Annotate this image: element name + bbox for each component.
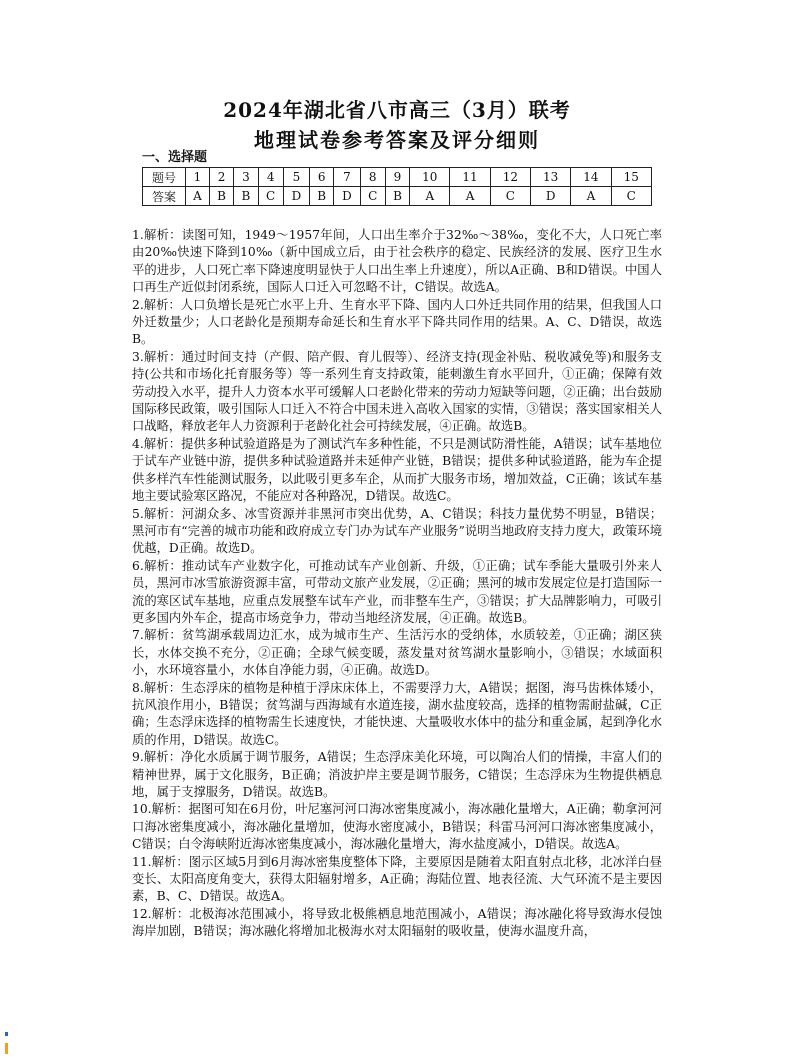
question-number-cell: 15 (611, 168, 651, 187)
answer-cell: C (490, 187, 530, 206)
document-title-line1: 2024年湖北省八市高三（3月）联考 (223, 98, 571, 122)
row-label-answer: 答案 (143, 187, 186, 206)
explanation-paragraph: 5.解析：河湖众多、冰雪资源并非黑河市突出优势，A、C错误；科技力量优势不明显，B错误；黑河市有“完善的城市功能和政府成立专门办为试车产业服务”说明当地政府支持力度大，政策环境优越，D正确。故选D。 (132, 506, 662, 556)
answer-cell: B (385, 187, 409, 206)
explanation-paragraph: 3.解析：通过时间支持（产假、陪产假、育儿假等）、经济支持(现金补贴、税收减免等)和服务支持(公共和市场化托育服务等）等一系列生育支持政策，能刺激生育水平回升，①正确；保障有效劳动投入水平，提升人力资本水平可缓解人口老龄化带来的劳动力短缺等问题，②正确；出台鼓励国际移民政策，吸引国际人口迁入不符合中国未进入高收入国家的实情，③错误；落实国家相关人口战略，释放老年人力资源利于老龄化社会可持续发展，④正确。故选B。 (132, 349, 662, 434)
answer-cell: D (334, 187, 360, 206)
explanation-paragraph: 6.解析：推动试车产业数字化，可推动试车产业创新、升级，①正确；试车季能大量吸引外来人员，黑河市冰雪旅游资源丰富，可带动文旅产业发展，②正确；黑河的城市发展定位是打造国际一流的寒区试车基地，应重点发展整车试车产业，而非整车生产，③错误；扩大品牌影响力，可吸引更多国内外车企，提高市场竞争力，带动当地经济发展，④正确。故选B。 (132, 558, 662, 625)
answer-cell: C (611, 187, 651, 206)
answer-key-table (142, 167, 652, 206)
answer-cell: A (571, 187, 611, 206)
explanation-paragraph: 2.解析：人口负增长是死亡水平上升、生育水平下降、国内人口外迁共同作用的结果，但我国人口外迁数量少；人口老龄化是预期寿命延长和生育水平下降共同作用的结果。A、C、D错误，故选B。 (132, 297, 662, 347)
answer-cell: A (410, 187, 450, 206)
answer-cell: C (360, 187, 385, 206)
question-number-cell: 3 (234, 168, 258, 187)
explanations (132, 227, 662, 941)
question-number-cell: 12 (490, 168, 530, 187)
answer-cell: B (209, 187, 233, 206)
question-number-cell: 5 (283, 168, 309, 187)
explanation-paragraph: 10.解析：据图可知在6月份，叶尼塞河河口海冰密集度减小，海冰融化量增大，A正确；勒拿河河口海冰密集度减小，海冰融化量增加，使海水密度减小，B错误；科雷马河河口海冰密集度减小，C错误；白令海峡附近海冰密集度减小，海冰融化量增大，海水盐度减小，D错误。故选A。 (132, 802, 662, 852)
question-number-cell: 4 (258, 168, 283, 187)
answer-cell: A (186, 187, 210, 206)
answer-cell: A (450, 187, 490, 206)
section-title: 一、选择题 (142, 150, 208, 165)
question-number-cell: 13 (530, 168, 570, 187)
question-number-cell: 8 (360, 168, 385, 187)
question-number-cell: 7 (334, 168, 360, 187)
question-number-cell: 9 (385, 168, 409, 187)
answer-cell: D (530, 187, 570, 206)
question-number-cell: 10 (410, 168, 450, 187)
explanation-paragraph: 1.解析：读图可知，1949～1957年间，人口出生率介于32‰～38‰，变化不大，人口死亡率由20‰快速下降到10‰（新中国成立后，由于社会秩序的稳定、民族经济的发展、医疗卫生水平的进步，人口死亡率下降速度明显快于人口出生率上升速度），所以A正确、B和D错误。中国人口再生产近似封闭系统，国际人口迁入可忽略不计，C错误。故选A。 (132, 228, 662, 295)
corner-mark-orange (5, 1043, 8, 1054)
answer-cell: D (283, 187, 309, 206)
document-title-line2: 地理试卷参考答案及评分细则 (254, 128, 540, 152)
answer-cell: C (258, 187, 283, 206)
question-number-row (143, 168, 652, 187)
question-number-cell: 11 (450, 168, 490, 187)
corner-mark-blue (5, 1032, 8, 1036)
question-number-cell: 2 (209, 168, 233, 187)
answer-cell: B (234, 187, 258, 206)
answer-cell: B (310, 187, 334, 206)
answer-row (143, 187, 652, 206)
question-number-cell: 6 (310, 168, 334, 187)
explanation-paragraph: 4.解析：提供多种试验道路是为了测试汽车多种性能，不只是测试防滑性能，A错误；试车基地位于试车产业链中游，提供多种试验道路并未延伸产业链，B错误；提供多种试验道路，能为车企提供多样汽车性能测试服务，以此吸引更多车企，从而扩大服务市场，增加效益，C正确；该试车基地主要试验寒区路况，不能应对各种路况，D错误。故选C。 (132, 436, 662, 504)
explanation-paragraph: 9.解析：净化水质属于调节服务，A错误；生态浮床美化环境，可以陶冶人们的情操，丰富人们的精神世界，属于文化服务，B正确；消波护岸主要是调节服务，C错误；生态浮床为生物提供栖息地，属于支撑服务，D错误。故选B。 (132, 750, 662, 799)
question-number-cell: 1 (186, 168, 210, 187)
explanation-paragraph: 7.解析：贫笃湖承载周边汇水，成为城市生产、生活污水的受纳体，水质较差，①正确；湖区狭长，水体交换不充分，②正确；全球气候变暖，蒸发量对贫笃湖水量影响小，③错误；水域面积小，水环境容量小，水体自净能力弱，④正确。故选D。 (132, 628, 662, 678)
explanation-paragraph: 11.解析：图示区域5月到6月海冰密集度整体下降，主要原因是随着太阳直射点北移，北冰洋白昼变长、太阳高度角变大，获得太阳辐射增多，A正确；海陆位置、地表径流、大气环流不是主要因素，B、C、D错误。故选A。 (132, 854, 662, 904)
question-number-cell: 14 (571, 168, 611, 187)
explanation-paragraph: 8.解析：生态浮床的植物是种植于浮床床体上，不需要浮力大，A错误；据图，海马齿株体矮小，抗风浪作用小，B错误；贫笃湖与西海域有水道连接，湖水盐度较高，选择的植物需耐盐碱，C正确；生态浮床选择的植物需生长速度快，才能快速、大量吸收水体中的盐分和重金属，起到净化水质的作用，D错误。故选C。 (132, 680, 662, 747)
explanation-paragraph: 12.解析：北极海冰范围减小，将导致北极熊栖息地范围减小，A错误；海冰融化将导致海水侵蚀海岸加剧，B错误；海冰融化将增加北极海水对太阳辐射的吸收量，使海水温度升高， (132, 906, 662, 939)
row-label-number: 题号 (143, 168, 186, 187)
